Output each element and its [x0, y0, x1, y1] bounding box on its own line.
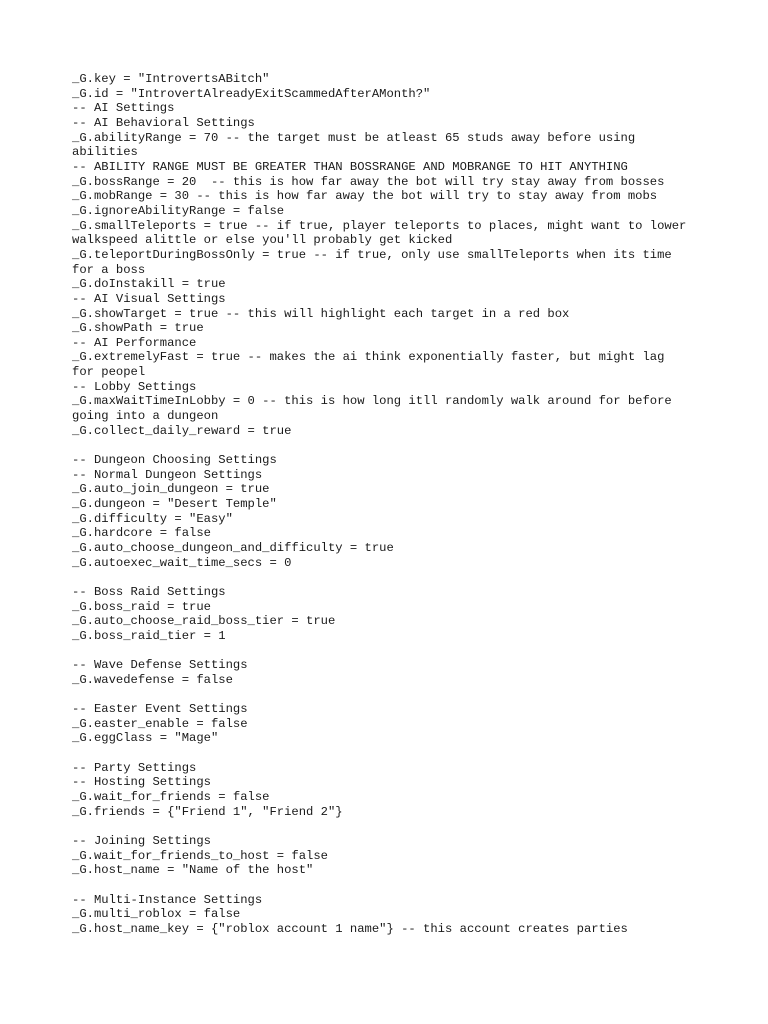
code-line: _G.extremelyFast = true -- makes the ai think exponentially faster, but might lag for peopel	[72, 350, 672, 380]
code-line: -- ABILITY RANGE MUST BE GREATER THAN BOSSRANGE AND MOBRANGE TO HIT ANYTHING	[72, 159, 628, 174]
code-line	[72, 570, 692, 585]
code-line: -- Lobby Settings	[72, 379, 197, 394]
code-line: _G.collect_daily_reward = true	[72, 423, 292, 438]
code-line: _G.doInstakill = true	[72, 277, 226, 292]
code-line	[72, 819, 692, 834]
code-line	[72, 644, 692, 659]
code-line: _G.hardcore = false	[72, 526, 211, 541]
code-line: -- AI Visual Settings	[72, 291, 226, 306]
code-line: -- Party Settings	[72, 760, 197, 775]
code-line: _G.friends = {"Friend 1", "Friend 2"}	[72, 804, 343, 819]
code-line: _G.difficulty = "Easy"	[72, 511, 233, 526]
code-line: -- AI Performance	[72, 335, 197, 350]
code-line: _G.autoexec_wait_time_secs = 0	[72, 555, 292, 570]
code-line: _G.bossRange = 20 -- this is how far away the bot will try stay away from bosses	[72, 174, 665, 189]
code-line: -- Hosting Settings	[72, 775, 211, 790]
code-line: _G.smallTeleports = true -- if true, player teleports to places, might want to lower walkspeed alittle or else you'll probably get kicked	[72, 218, 694, 248]
code-line: _G.id = "IntrovertAlreadyExitScammedAfterAMonth?"	[72, 86, 431, 101]
code-line: _G.eggClass = "Mage"	[72, 731, 219, 746]
code-line: -- Joining Settings	[72, 834, 211, 849]
code-line: _G.mobRange = 30 -- this is how far away the bot will try to stay away from mobs	[72, 189, 658, 204]
code-line	[72, 438, 692, 453]
code-line: -- Easter Event Settings	[72, 702, 248, 717]
code-line: _G.teleportDuringBossOnly = true -- if true, only use smallTeleports when its time for a boss	[72, 247, 680, 277]
code-line: _G.auto_join_dungeon = true	[72, 482, 270, 497]
code-line: -- Multi-Instance Settings	[72, 892, 263, 907]
code-line	[72, 878, 692, 893]
code-line: _G.wavedefense = false	[72, 672, 233, 687]
code-line: _G.abilityRange = 70 -- the target must be atleast 65 studs away before using abilities	[72, 130, 643, 160]
code-line: -- AI Behavioral Settings	[72, 115, 255, 130]
code-line: _G.showPath = true	[72, 321, 204, 336]
code-line: -- Normal Dungeon Settings	[72, 467, 263, 482]
code-line: _G.ignoreAbilityRange = false	[72, 203, 285, 218]
code-line: -- Dungeon Choosing Settings	[72, 453, 277, 468]
code-line: _G.host_name_key = {"roblox account 1 name"} -- this account creates parties	[72, 921, 628, 936]
code-line: _G.boss_raid_tier = 1	[72, 628, 226, 643]
code-line: -- Wave Defense Settings	[72, 658, 248, 673]
script-text-block	[72, 72, 692, 937]
code-line: _G.multi_roblox = false	[72, 907, 241, 922]
code-line: -- AI Settings	[72, 101, 175, 116]
code-line: _G.wait_for_friends_to_host = false	[72, 848, 328, 863]
code-line	[72, 688, 692, 703]
code-line: _G.showTarget = true -- this will highlight each target in a red box	[72, 306, 570, 321]
code-line: _G.wait_for_friends = false	[72, 790, 270, 805]
code-line: -- Boss Raid Settings	[72, 584, 226, 599]
code-line: _G.key = "IntrovertsABitch"	[72, 72, 270, 86]
code-line: _G.maxWaitTimeInLobby = 0 -- this is how long itll randomly walk around for before going into a dungeon	[72, 394, 680, 424]
code-line: _G.easter_enable = false	[72, 716, 248, 731]
code-line: _G.auto_choose_dungeon_and_difficulty = true	[72, 540, 394, 555]
code-line: _G.host_name = "Name of the host"	[72, 863, 314, 878]
code-line: _G.boss_raid = true	[72, 599, 211, 614]
code-line	[72, 746, 692, 761]
code-line: _G.dungeon = "Desert Temple"	[72, 497, 277, 512]
code-line: _G.auto_choose_raid_boss_tier = true	[72, 614, 336, 629]
